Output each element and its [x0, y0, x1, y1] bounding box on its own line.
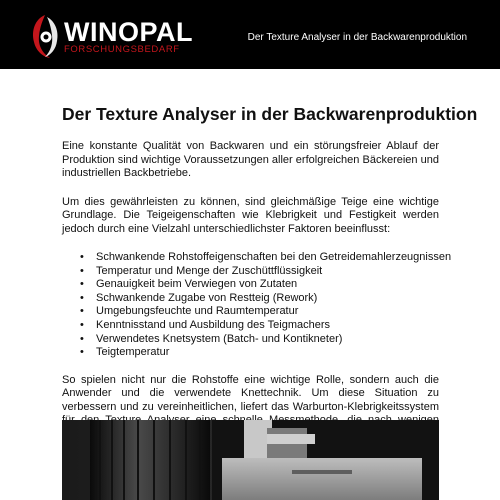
texture-analyser-photo [62, 420, 439, 500]
bullet-icon: • [80, 346, 84, 359]
conclusion-paragraph: So spielen nicht nur die Rohstoffe eine wichtige Rolle, sondern auch die Anwender und die verwendete Knettechnik. Um diese Situation zu verbessern und zu vereinheitlichen, liefert das Warburton-Klebrigkeitssystem [62, 373, 439, 413]
factors-intro-paragraph: Um dies gewährleisten zu können, sind gleichmäßige Teige eine wichtige Grundlage. Die Teigeigenschaften wie Klebrigkeit und Festigkeit werden jedoch durch eine Vielzahl unterschiedlichster Faktoren beeinflusst: [62, 195, 439, 235]
intro-paragraph: Eine konstante Qualität von Backwaren und ein störungsfreier Ablauf der Produktion sind wichtige Voraussetzungen aller erfolgreichen Bäckereien und industriellen Backbetriebe. [62, 140, 439, 179]
list-item: • Umgebungsfeuchte und Raumtemperatur [80, 305, 299, 318]
bullet-icon: • [80, 318, 84, 331]
document-body [62, 103, 478, 470]
bullet-icon: • [80, 251, 84, 263]
page-header [0, 0, 500, 69]
winopal-logo-icon [28, 11, 60, 61]
list-item: • Genauigkeit beim Verwiegen von Zutaten [80, 278, 298, 291]
bullet-icon: • [80, 305, 84, 318]
list-item: • Schwankende Zugabe von Restteig (Rework) [80, 291, 318, 304]
factors-list [62, 251, 452, 360]
list-item: • Schwankende Rohstoffeigenschaften bei den Getreidemahlerzeugnissen [80, 251, 452, 263]
brand-subtitle: FORSCHUNGSBEDARF [64, 44, 180, 55]
bullet-icon: • [80, 332, 84, 345]
list-item: • Verwendetes Knetsystem (Batch- und Kontikneter) [80, 332, 343, 345]
bullet-icon: • [80, 291, 84, 304]
header-title: Der Texture Analyser in der Backwarenproduktion [247, 32, 467, 43]
list-item: • Kenntnisstand und Ausbildung des Teigmachers [80, 318, 331, 331]
brand-name: WINOPAL [64, 17, 193, 47]
bullet-icon: • [80, 278, 84, 291]
document-heading: Der Texture Analyser in der Backwarenproduktion [62, 104, 478, 124]
list-item: • Teigtemperatur [80, 346, 170, 359]
texture-analyser-image [62, 420, 439, 500]
list-item: • Temperatur und Menge der Zuschüttflüssigkeit [80, 264, 323, 277]
bullet-icon: • [80, 264, 84, 277]
